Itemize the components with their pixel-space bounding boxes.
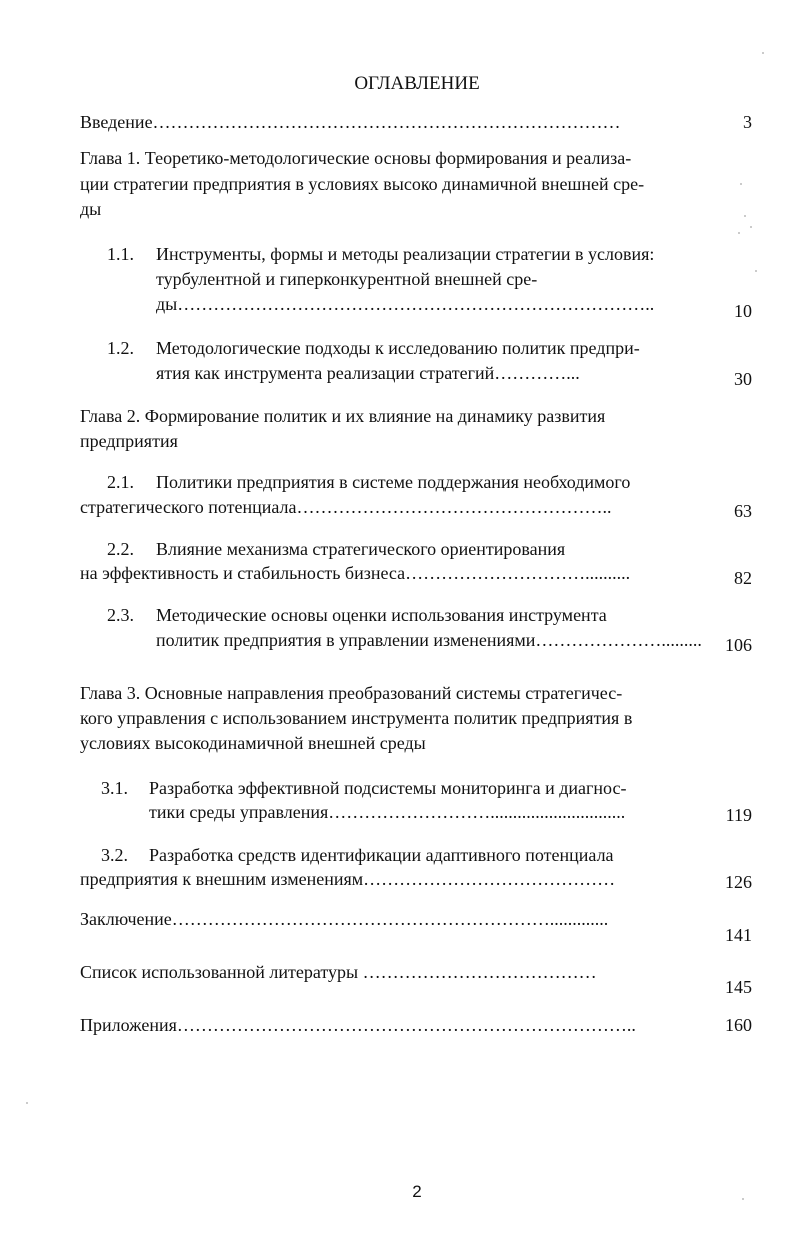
toc-page-references: 145 [725,977,752,997]
section-number: 1.1. [107,244,134,264]
section-3-1-title-line: тики среды управления……………………….............................. [149,802,626,822]
scan-speck [750,226,752,228]
section-number: 3.1. [101,778,128,798]
section-1-2-title-line: Методологические подходы к исследованию политик предпри- [156,338,640,358]
toc-page-3-2: 126 [725,872,752,892]
page-title: ОГЛАВЛЕНИЕ [354,73,480,94]
toc-entry-conclusion: Заключение………………………………………………………............. [80,909,609,929]
section-2-3-title-line: Методические основы оценки использования инструмента [156,605,607,625]
scan-speck [742,1198,744,1200]
toc-page-2-1: 63 [734,501,752,521]
toc-page-conclusion: 141 [725,925,752,945]
scan-speck [744,215,746,217]
section-number: 2.1. [107,472,134,492]
toc-page-1-1: 10 [734,301,752,321]
section-1-1-title-line: турбулентной и гиперконкурентной внешней сре- [156,269,538,289]
chapter-2-title-line: предприятия [80,431,178,451]
chapter-2-title-line: Глава 2. Формирование политик и их влияние на динамику развития [80,406,606,426]
section-number: 2.3. [107,605,134,625]
scan-speck [762,52,764,54]
section-3-2-title-line: Разработка средств идентификации адаптивного потенциала [149,845,614,865]
chapter-3-title-line: кого управления с использованием инструмента политик предприятия в [80,708,633,728]
toc-page-appendices: 160 [725,1015,752,1035]
section-2-1-title-line: Политики предприятия в системе поддержания необходимого [156,472,631,492]
section-number: 1.2. [107,338,134,358]
toc-page-3-1: 119 [725,805,752,825]
section-1-2-title-line: ятия как инструмента реализации стратегий…………... [156,363,580,383]
toc-page-2-2: 82 [734,568,752,588]
toc-page-1-2: 30 [734,369,752,389]
page-number: 2 [412,1182,422,1201]
chapter-3-title-line: Глава 3. Основные направления преобразований системы стратегичес- [80,683,623,703]
section-3-2-title-line: предприятия к внешним изменениям…………………………………… [80,869,616,889]
section-3-1-title-line: Разработка эффективной подсистемы мониторинга и диагнос- [149,778,627,798]
toc-page-intro: 3 [743,112,752,132]
chapter-3-title-line: условиях высокодинамичной внешней среды [80,733,426,753]
scan-speck [755,270,757,272]
section-2-1-title-line: стратегического потенциала…………………………………………….. [80,497,612,517]
section-2-2-title-line: на эффективность и стабильность бизнеса………………………….......... [80,563,631,583]
section-2-2-title-line: Влияние механизма стратегического ориентирования [156,539,566,559]
scan-speck [738,232,740,234]
section-number: 2.2. [107,539,134,559]
section-2-3-title-line: политик предприятия в управлении изменениями…………………......... [156,630,702,650]
section-1-1-title-line: ды…………………………………………………………………….. [156,294,655,314]
toc-entry-intro: Введение…………………………………………………………………… [80,112,621,132]
section-number: 3.2. [101,845,128,865]
chapter-1-title-line: ды [80,199,102,219]
toc-page-2-3: 106 [725,635,752,655]
toc-entry-references: Список использованной литературы ………………………………… [80,962,597,982]
section-1-1-title-line: Инструменты, формы и методы реализации стратегии в условия: [156,244,655,264]
scan-speck [26,1102,28,1104]
toc-entry-appendices: Приложения………………………………………………………………….. [80,1015,636,1035]
scan-speck [740,183,742,185]
chapter-1-title-line: ции стратегии предприятия в условиях высоко динамичной внешней сре- [80,174,645,194]
chapter-1-title-line: Глава 1. Теоретико-методологические основы формирования и реализа- [80,148,632,168]
